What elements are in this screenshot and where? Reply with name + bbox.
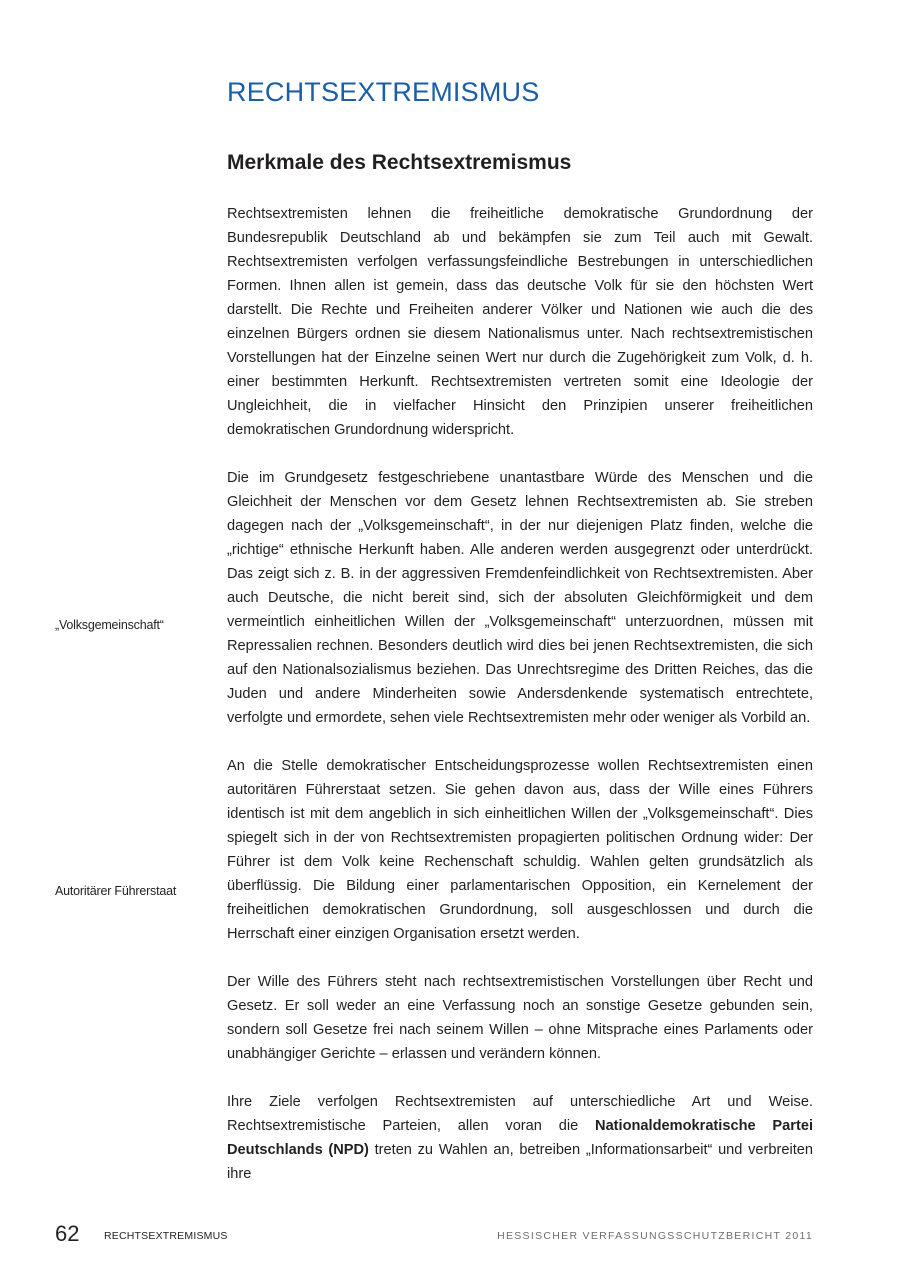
paragraph-5-end: treten zu Wahlen an, betreiben „Informationsarbeit“ und verbreiten ihre	[227, 1142, 813, 1182]
paragraph-2: Die im Grundgesetz festgeschriebene unantastbare Würde des Menschen und die Gleichheit der Menschen vor dem Gesetz lehnen Rechtsextremisten ab. Sie streben dagegen nach der „Volksgemeinschaft“, in der nur diejenigen Platz finden, welche die „richtige“ ethnische Herkunft haben. Alle anderen werden ausgegrenzt oder unterdrückt. Das zeigt sich z. B. in der aggressiven Fremdenfeindlichkeit von Rechtsextremisten. Aber auch Deutsche, die nicht bereit sind, sich der absoluten Gleichförmigkeit und dem vermeintlich einheitlichen Willen der „Volksgemeinschaft“ unterzuordnen, müssen mit Repressalien rechnen. Besonders deutlich wird dies bei jenen Rechtsextremisten, die sich auf den Nationalsozialismus beziehen. Das Unrechtsregime des Dritten Reiches, das die Juden und andere Minderheiten sowie Andersdenkende systematisch entrechtete, verfolgte und ermordete, sehen viele Rechtsextremisten mehr oder weniger als Vorbild an.	[227, 470, 813, 726]
paragraph-5-start: Ihre Ziele verfolgen Rechtsextremisten auf unterschiedliche Art und Weise. Rechtsextremistische Parteien, allen voran die	[227, 1094, 813, 1134]
paragraph-3: An die Stelle demokratischer Entscheidungsprozesse wollen Rechtsextremisten einen autoritären Führerstaat setzen. Sie gehen davon aus, dass der Wille eines Führers identisch ist mit dem angeblich in sich einheitlichen Willen der „Volksgemeinschaft“. Dies spiegelt sich in der von Rechtsextremisten propagierten politischen Ordnung wider: Der Führer ist dem Volk keine Rechenschaft schuldig. Wahlen gelten grundsätzlich als überflüssig. Die Bildung einer parlamentarischen Opposition, ein Kernelement der freiheitlichen demokratischen Grundordnung, soll ausgeschlossen und durch die Herrschaft einer einzigen Organisation ersetzt werden.	[227, 758, 813, 942]
footer-section: RECHTSEXTREMISMUS	[104, 1230, 228, 1242]
margin-note-fuehrerstaat: Autoritärer Führerstaat	[55, 884, 177, 898]
section-heading: Merkmale des Rechtsextremismus	[227, 151, 572, 174]
chapter-title: RECHTSEXTREMISMUS	[227, 77, 540, 107]
npd-bold: Nationaldemokratische Partei Deutschlands (NPD)	[227, 1118, 813, 1158]
paragraph-1: Rechtsextremisten lehnen die freiheitliche demokratische Grundordnung der Bundesrepublik Deutschland ab und bekämpfen sie zum Teil auch mit Gewalt. Rechtsextremisten verfolgen verfassungsfeindliche Bestrebungen in unterschiedlichen Formen. Ihnen allen ist gemein, dass das deutsche Volk für sie den höchsten Wert darstellt. Die Rechte und Freiheiten anderer Völker und Nationen wie auch die des einzelnen Bürgers ordnen sie diesem Nationalismus unter. Nach rechtsextremistischen Vorstellungen hat der Einzelne seinen Wert nur durch die Zugehörigkeit zum Volk, d. h. einer bestimmten Herkunft. Rechtsextremisten vertreten somit eine Ideologie der Ungleichheit, die in vielfacher Hinsicht den Prinzipien unserer freiheitlichen demokratischen Grundordnung widerspricht.	[227, 206, 813, 438]
paragraph-4: Der Wille des Führers steht nach rechtsextremistischen Vorstellungen über Recht und Gesetz. Er soll weder an eine Verfassung noch an sonstige Gesetze gebunden sein, sondern soll Gesetze frei nach seinem Willen – ohne Mitsprache eines Parlaments oder unabhängiger Gerichte – erlassen und verändern können.	[227, 974, 813, 1062]
paragraph-5	[227, 1090, 813, 1186]
margin-note-volksgemeinschaft: „Volksgemeinschaft“	[55, 618, 164, 632]
page-number: 62	[55, 1221, 80, 1246]
footer-publication: HESSISCHER VERFASSUNGSSCHUTZBERICHT 2011	[497, 1230, 813, 1242]
body-text	[227, 202, 813, 1210]
